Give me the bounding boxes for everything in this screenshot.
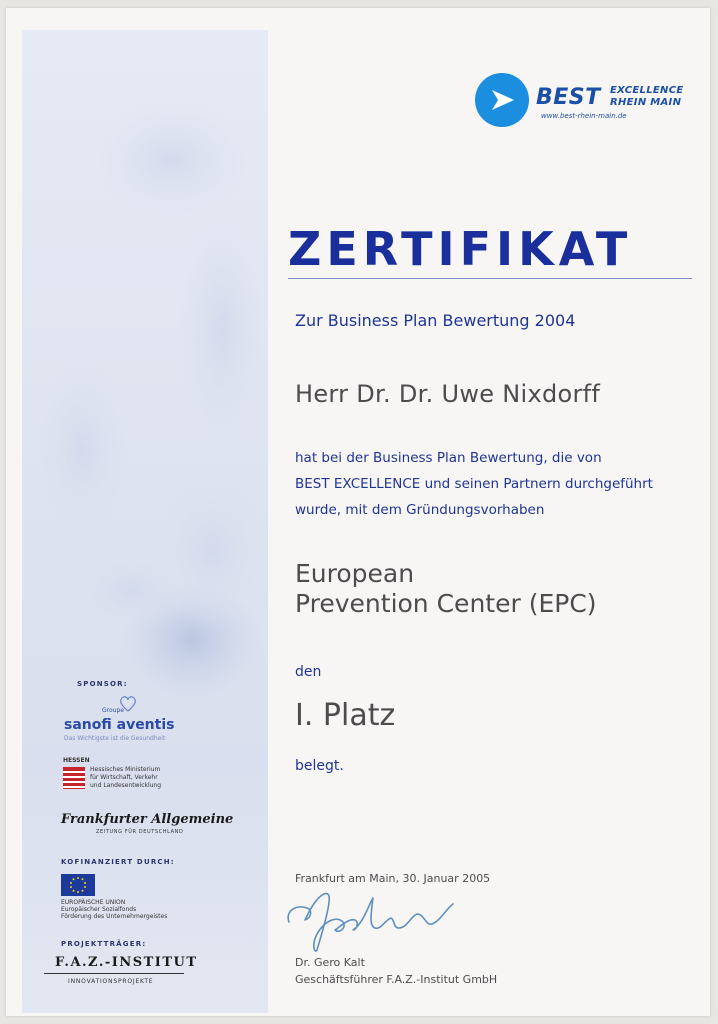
sponsor-label: SPONSOR: <box>77 680 128 688</box>
sanofi-group-label: Groupe <box>102 707 124 714</box>
project-line: Prevention Center (EPC) <box>295 589 597 618</box>
body-line: wurde, mit dem Gründungsvorhaben <box>295 502 545 518</box>
handwritten-signature <box>277 874 467 954</box>
recipient-name: Herr Dr. Dr. Uwe Nixdorff <box>295 380 601 408</box>
logo-best: BEST <box>536 85 601 110</box>
faz-newspaper-sub: ZEITUNG FÜR DEUTSCHLAND <box>96 829 184 835</box>
sponsor-org-label: PROJEKTTRÄGER: <box>61 940 147 948</box>
eu-flag-icon <box>61 874 95 896</box>
title-divider <box>288 278 692 279</box>
body-line: hat bei der Business Plan Bewertung, die von <box>295 450 602 466</box>
hessen-line: und Landesentwicklung <box>90 782 162 789</box>
hessen-ministry-text <box>90 766 161 790</box>
placement: I. Platz <box>295 698 396 733</box>
certificate-subtitle: Zur Business Plan Bewertung 2004 <box>295 311 576 330</box>
logo-rhein-main: RHEIN MAIN <box>610 97 682 108</box>
certificate-title: ZERTIFIKAT <box>288 222 633 276</box>
logo-excellence: EXCELLENCE <box>610 85 684 96</box>
decorative-side-band <box>22 30 268 1013</box>
location-date: Frankfurt am Main, 30. Januar 2005 <box>295 872 491 885</box>
hessen-line: für Wirtschaft, Verkehr <box>90 774 158 781</box>
sanofi-tagline: Das Wichtigste ist die Gesundheit <box>64 735 166 742</box>
hessen-label: HESSEN <box>63 757 90 764</box>
eu-fund-text <box>61 899 167 920</box>
body-line: BEST EXCELLENCE und seinen Partnern durchgeführt <box>295 476 653 492</box>
project-line: European <box>295 559 415 588</box>
signer-title: Geschäftsführer F.A.Z.-Institut GmbH <box>295 973 498 986</box>
eu-line: Europäischer Sozialfonds <box>61 906 137 913</box>
den-text: den <box>295 664 322 680</box>
signer-name: Dr. Gero Kalt <box>295 956 365 969</box>
eu-line: Förderung des Unternehmergeistes <box>61 913 168 920</box>
best-arrow-icon <box>474 72 530 128</box>
certificate-body <box>295 445 653 523</box>
faz-newspaper-logo: Frankfurter Allgemeine <box>61 812 234 827</box>
sanofi-logo-text: sanofi aventis <box>64 717 175 733</box>
eu-line: EUROPÄISCHE UNION <box>61 899 126 906</box>
institute-sub: INNOVATIONSPROJEKTE <box>68 978 154 985</box>
cofinanced-label: KOFINANZIERT DURCH: <box>61 858 175 866</box>
certificate-page <box>6 8 710 1016</box>
faz-institute-logo: F.A.Z.-INSTITUT <box>55 955 198 970</box>
belegt-text: belegt. <box>295 758 344 774</box>
hessen-crest-icon <box>62 766 86 790</box>
signer-block <box>295 954 497 988</box>
institute-divider <box>44 973 184 974</box>
hessen-line: Hessisches Ministerium <box>90 766 161 773</box>
project-name <box>295 559 597 619</box>
logo-url: www.best-rhein-main.de <box>541 112 627 120</box>
best-excellence-logo <box>474 70 684 130</box>
